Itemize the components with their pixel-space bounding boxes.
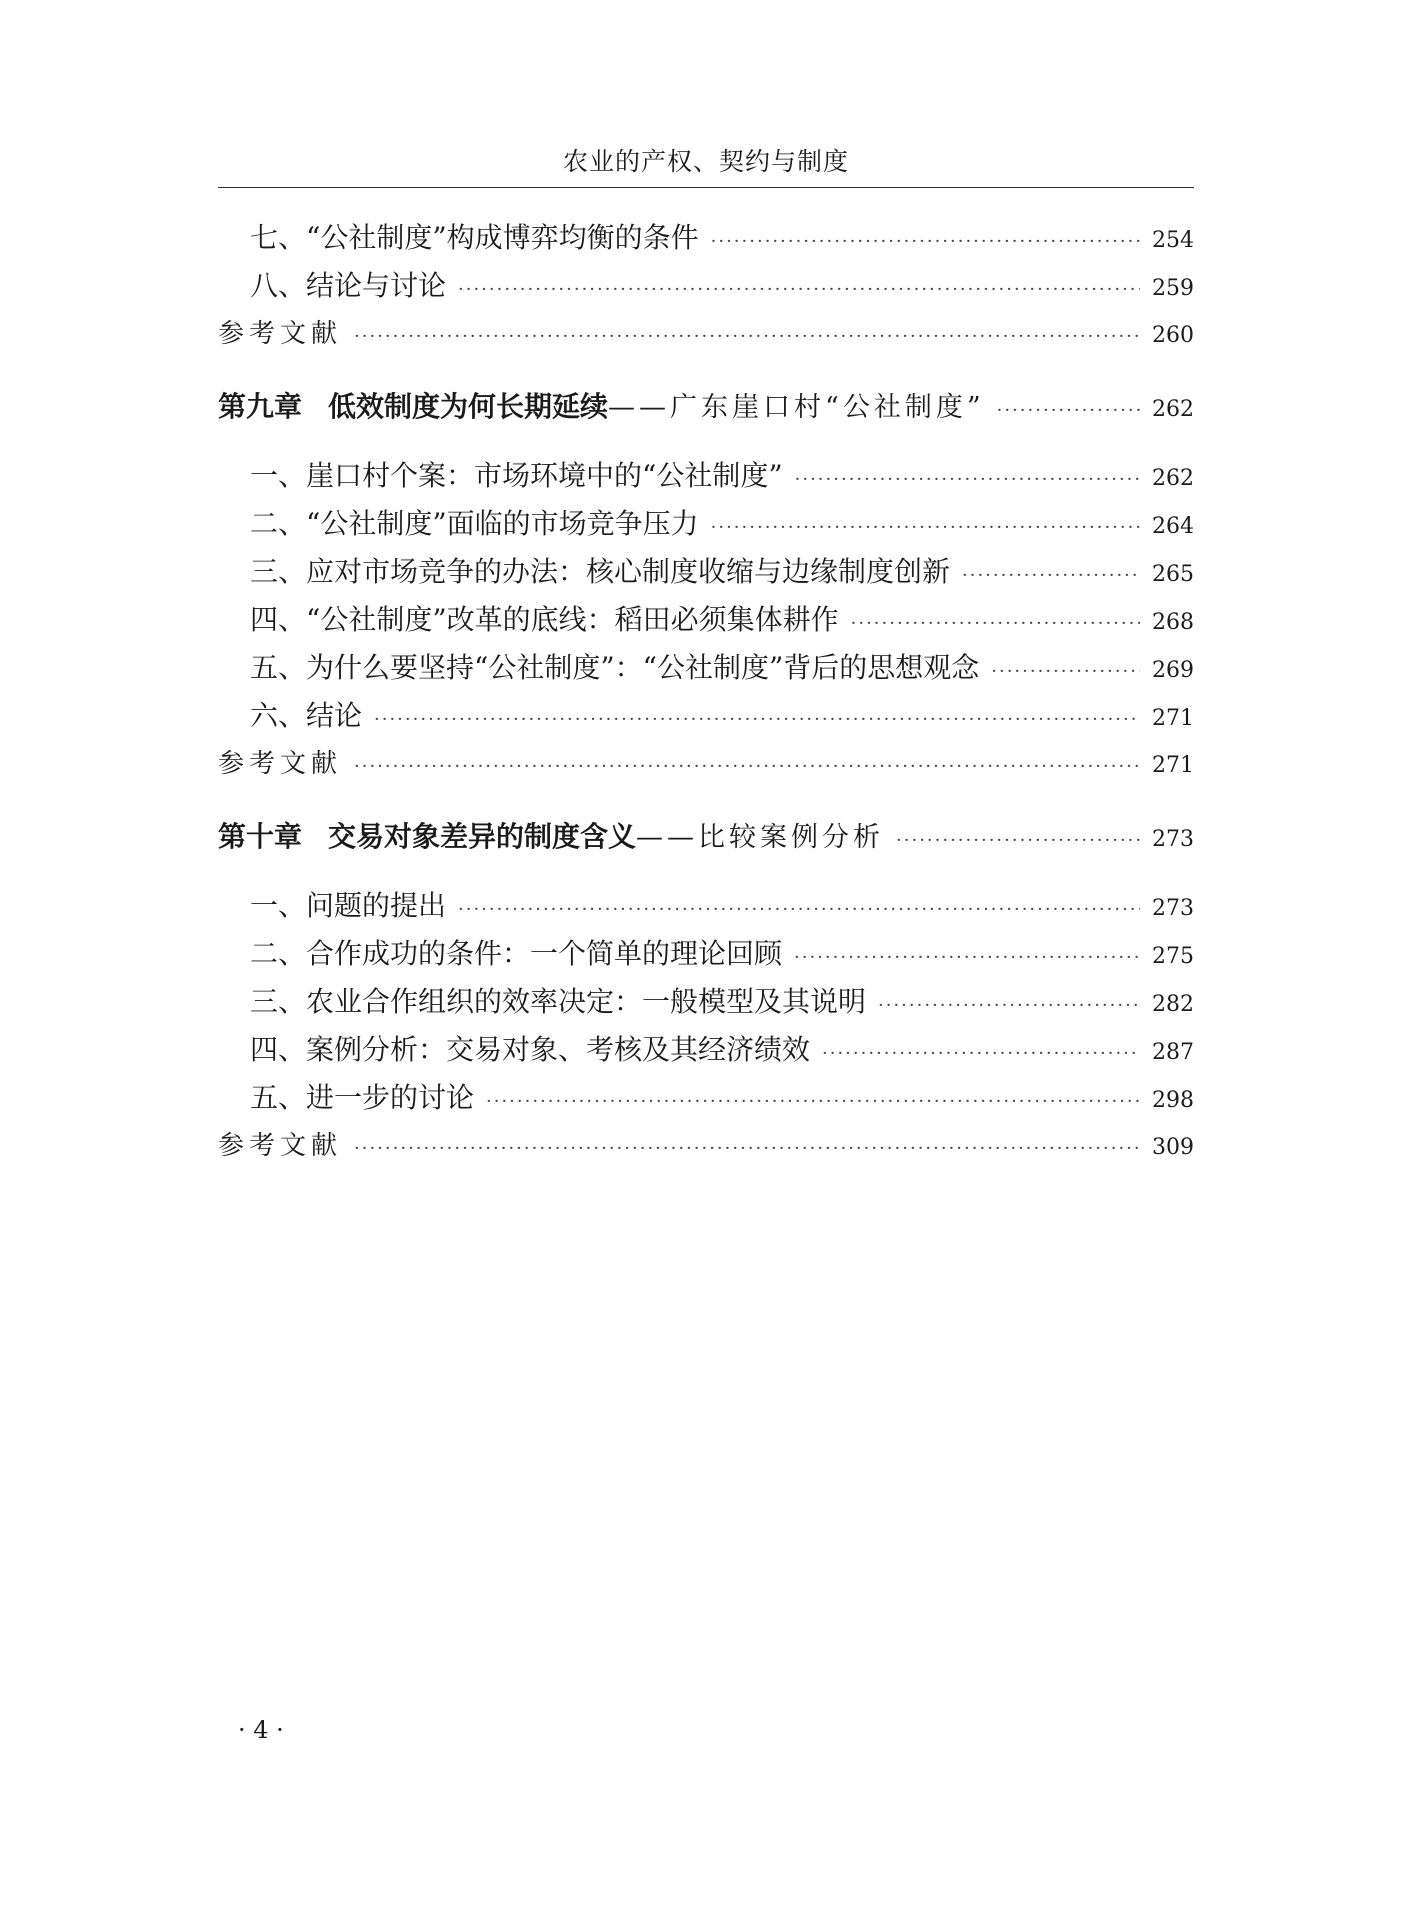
toc-page-number: 254 xyxy=(1152,228,1194,253)
section-title: 五、进一步的讨论 xyxy=(250,1081,475,1114)
dot-leader xyxy=(354,313,1140,361)
dot-leader xyxy=(486,1078,1140,1126)
section-title: 六、结论 xyxy=(250,699,363,732)
chapter-title: 低效制度为何长期延续 xyxy=(328,390,609,423)
page-number: · 4 · xyxy=(238,1716,284,1744)
section-title: 八、结论与讨论 xyxy=(250,269,447,302)
toc-page-number: 275 xyxy=(1152,944,1194,969)
dot-leader xyxy=(851,600,1140,648)
chapter-label: 第九章 xyxy=(218,390,303,423)
section-title: 三、农业合作组织的效率决定：一般模型及其说明 xyxy=(250,985,867,1018)
table-of-contents xyxy=(218,214,1194,1170)
chapter-subtitle: ——比较案例分析 xyxy=(636,822,885,853)
toc-page-number: 269 xyxy=(1152,658,1194,683)
dot-leader xyxy=(991,648,1140,696)
references-title: 参考文献 xyxy=(218,319,343,349)
dot-leader xyxy=(458,886,1140,934)
toc-page-number: 287 xyxy=(1152,1040,1194,1065)
toc-section-entry xyxy=(218,262,1194,310)
dot-leader xyxy=(458,266,1140,314)
toc-section-entry xyxy=(218,548,1194,596)
toc-page-number: 271 xyxy=(1152,753,1194,778)
dot-leader xyxy=(822,1030,1140,1078)
toc-page-number: 259 xyxy=(1152,276,1194,301)
dot-leader xyxy=(878,982,1140,1030)
dot-leader xyxy=(896,804,1140,878)
dot-leader xyxy=(997,374,1140,448)
chapter-subtitle: ——广东崖口村“公社制度” xyxy=(608,392,985,423)
toc-page-number: 268 xyxy=(1152,610,1194,635)
header-rule xyxy=(218,187,1194,188)
toc-chapter-entry xyxy=(218,800,1194,874)
dot-leader xyxy=(354,743,1140,791)
toc-section-entry xyxy=(218,692,1194,740)
toc-page-number: 262 xyxy=(1152,466,1194,491)
toc-page-number: 271 xyxy=(1152,706,1194,731)
toc-section-entry xyxy=(218,214,1194,262)
toc-section-entry xyxy=(218,930,1194,978)
dot-leader xyxy=(711,218,1140,266)
toc-section-entry xyxy=(218,1026,1194,1074)
section-title: 四、“公社制度”改革的底线：稻田必须集体耕作 xyxy=(250,603,839,636)
chapter-label: 第十章 xyxy=(218,820,303,853)
dot-leader xyxy=(354,1125,1140,1173)
running-header: 农业的产权、契约与制度 xyxy=(562,147,849,176)
section-title: 一、崖口村个案：市场环境中的“公社制度” xyxy=(250,459,783,492)
toc-page-number: 282 xyxy=(1152,992,1194,1017)
toc-section-entry xyxy=(218,1074,1194,1122)
references-title: 参考文献 xyxy=(218,1131,343,1161)
toc-references-entry xyxy=(218,740,1194,788)
section-title: 三、应对市场竞争的办法：核心制度收缩与边缘制度创新 xyxy=(250,555,951,588)
toc-references-entry xyxy=(218,1122,1194,1170)
toc-references-entry xyxy=(218,310,1194,358)
section-title: 七、“公社制度”构成博弈均衡的条件 xyxy=(250,221,699,254)
toc-section-entry xyxy=(218,882,1194,930)
references-title: 参考文献 xyxy=(218,749,343,779)
toc-section-entry xyxy=(218,596,1194,644)
dot-leader xyxy=(962,552,1140,600)
toc-page-number: 260 xyxy=(1152,323,1194,348)
dot-leader xyxy=(795,456,1140,504)
toc-section-entry xyxy=(218,978,1194,1026)
section-title: 五、为什么要坚持“公社制度”：“公社制度”背后的思想观念 xyxy=(250,651,980,684)
toc-page-number: 264 xyxy=(1152,514,1194,539)
toc-section-entry xyxy=(218,644,1194,692)
toc-page-number: 298 xyxy=(1152,1088,1194,1113)
dot-leader xyxy=(794,934,1140,982)
chapter-title: 交易对象差异的制度含义 xyxy=(328,820,637,853)
dot-leader xyxy=(711,504,1140,552)
toc-page-number: 273 xyxy=(1152,827,1194,852)
toc-page-number: 265 xyxy=(1152,562,1194,587)
toc-section-entry xyxy=(218,452,1194,500)
toc-section-entry xyxy=(218,500,1194,548)
toc-page-number: 273 xyxy=(1152,896,1194,921)
toc-page-number: 262 xyxy=(1152,397,1194,422)
toc-page-number: 309 xyxy=(1152,1135,1194,1160)
section-title: 一、问题的提出 xyxy=(250,889,447,922)
section-title: 二、合作成功的条件：一个简单的理论回顾 xyxy=(250,937,783,970)
dot-leader xyxy=(374,696,1140,744)
section-title: 二、“公社制度”面临的市场竞争压力 xyxy=(250,507,699,540)
section-title: 四、案例分析：交易对象、考核及其经济绩效 xyxy=(250,1033,811,1066)
toc-chapter-entry xyxy=(218,370,1194,444)
